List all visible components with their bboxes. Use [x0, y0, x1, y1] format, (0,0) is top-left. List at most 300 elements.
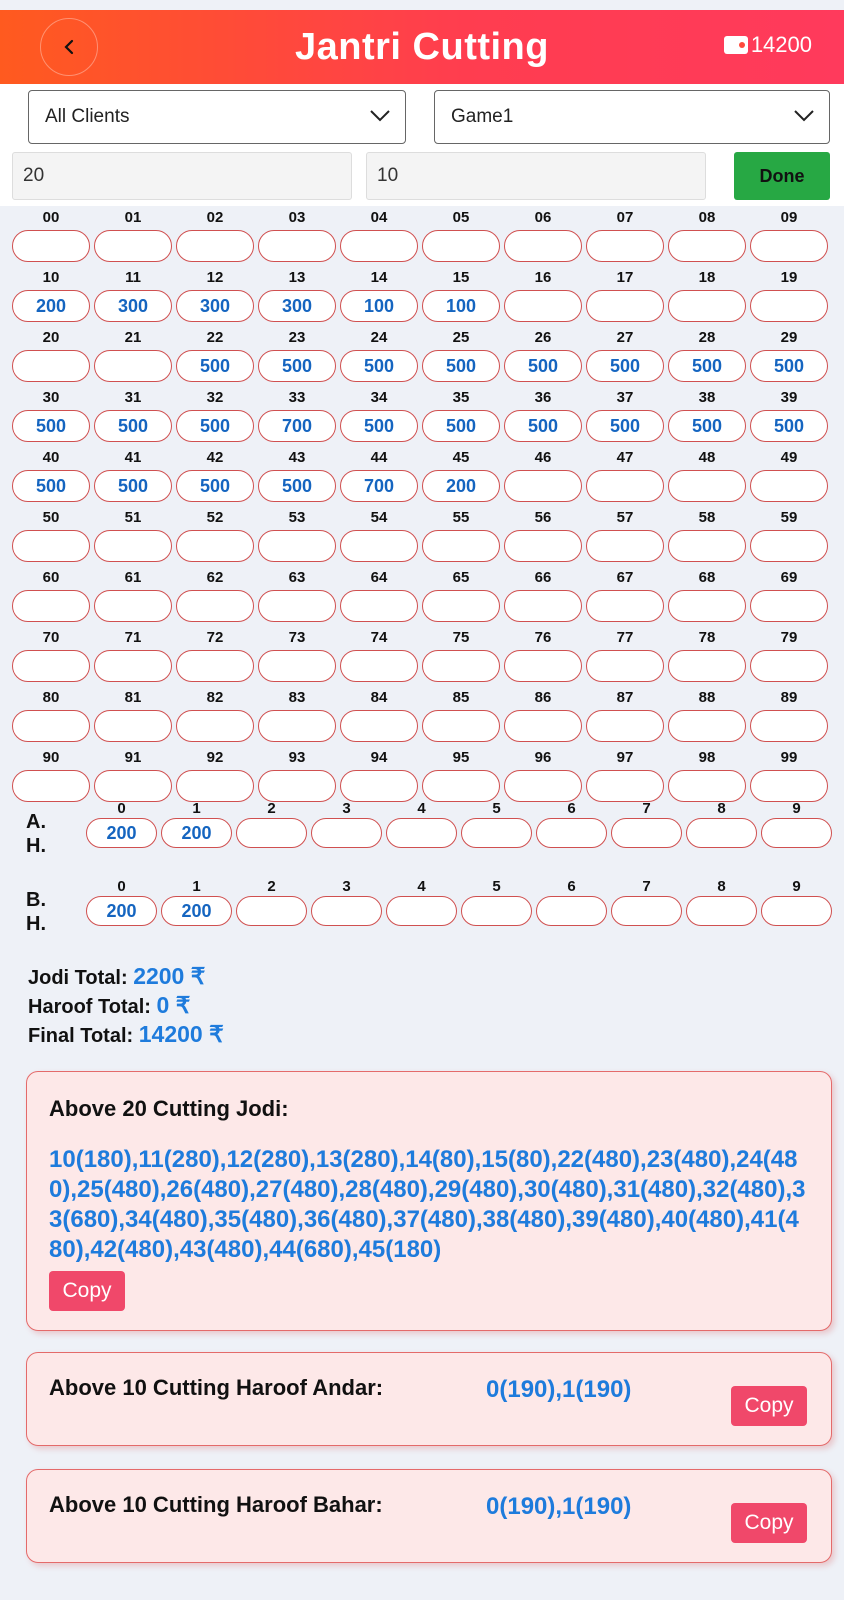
jodi-cell	[504, 688, 582, 744]
jodi-number-label: 83	[288, 689, 306, 706]
bahar-haroof-cell	[761, 878, 832, 926]
jodi-cell	[12, 748, 90, 804]
jodi-amount-input[interactable]	[504, 770, 582, 802]
jodi-number-label: 01	[124, 209, 142, 226]
jodi-number-label: 62	[206, 569, 224, 586]
bahar-haroof-amount-input[interactable]	[611, 896, 682, 926]
jodi-cell	[750, 568, 828, 624]
jodi-amount-input[interactable]	[12, 350, 90, 382]
jodi-cell	[176, 748, 254, 804]
andar-haroof-cell	[536, 800, 607, 848]
jodi-amount-input[interactable]	[258, 230, 336, 262]
jodi-amount-input[interactable]	[668, 770, 746, 802]
jodi-cell	[422, 388, 500, 444]
jodi-amount-input[interactable]	[94, 590, 172, 622]
bahar-haroof-number-label: 5	[492, 878, 501, 895]
jodi-cell	[176, 388, 254, 444]
andar-haroof-amount-input[interactable]	[686, 818, 757, 848]
jodi-cell	[258, 448, 336, 504]
jodi-number-label: 17	[616, 269, 634, 286]
andar-haroof-row	[26, 800, 832, 860]
wallet-icon	[724, 36, 748, 54]
bahar-haroof-amount-input[interactable]	[311, 896, 382, 926]
jodi-amount-input[interactable]	[258, 650, 336, 682]
jodi-amount-input[interactable]	[12, 530, 90, 562]
jodi-cell	[750, 388, 828, 444]
jodi-number-label: 95	[452, 749, 470, 766]
jodi-amount-input[interactable]: 500	[586, 350, 664, 382]
cutting-bahar-title: Above 10 Cutting Haroof Bahar:	[49, 1492, 383, 1517]
haroof-total-value: 0 ₹	[156, 992, 191, 1018]
jodi-cell	[258, 328, 336, 384]
bahar-haroof-cell	[161, 878, 232, 926]
jodi-number-label: 71	[124, 629, 142, 646]
haroof-cutting-input[interactable]	[366, 152, 706, 200]
bahar-haroof-row	[26, 878, 832, 938]
jodi-amount-input[interactable]: 500	[12, 410, 90, 442]
jodi-amount-input[interactable]	[258, 710, 336, 742]
jodi-number-label: 47	[616, 449, 634, 466]
jodi-amount-input[interactable]	[12, 710, 90, 742]
jodi-amount-input[interactable]	[340, 650, 418, 682]
andar-haroof-cell	[461, 800, 532, 848]
jodi-number-label: 22	[206, 329, 224, 346]
jodi-number-label: 77	[616, 629, 634, 646]
jodi-number-label: 97	[616, 749, 634, 766]
jodi-cell	[586, 208, 664, 264]
jodi-amount-input[interactable]	[94, 230, 172, 262]
jodi-number-label: 41	[124, 449, 142, 466]
filter-panel	[0, 84, 844, 206]
jodi-number-label: 02	[206, 209, 224, 226]
jodi-number-label: 08	[698, 209, 716, 226]
andar-haroof-amount-input[interactable]	[386, 818, 457, 848]
jodi-cell	[176, 508, 254, 564]
bahar-haroof-cell	[86, 878, 157, 926]
jodi-cell	[94, 508, 172, 564]
jodi-amount-input[interactable]: 300	[176, 290, 254, 322]
jodi-amount-input[interactable]	[176, 230, 254, 262]
jodi-cell	[340, 628, 418, 684]
jodi-amount-input[interactable]	[94, 530, 172, 562]
jodi-cell	[668, 568, 746, 624]
jodi-amount-input[interactable]	[422, 530, 500, 562]
andar-haroof-number-label: 7	[642, 800, 651, 817]
andar-haroof-cell	[86, 800, 157, 848]
jodi-cell	[12, 328, 90, 384]
jodi-amount-input[interactable]	[586, 230, 664, 262]
andar-haroof-amount-input[interactable]	[536, 818, 607, 848]
jodi-amount-input[interactable]	[750, 590, 828, 622]
jodi-amount-input[interactable]	[176, 710, 254, 742]
jodi-number-label: 49	[780, 449, 798, 466]
jodi-cell	[12, 628, 90, 684]
jodi-number-label: 42	[206, 449, 224, 466]
jodi-number-label: 59	[780, 509, 798, 526]
jodi-amount-input[interactable]	[176, 590, 254, 622]
jodi-cell	[12, 508, 90, 564]
jodi-amount-input[interactable]	[422, 230, 500, 262]
jodi-amount-input[interactable]	[750, 470, 828, 502]
andar-haroof-amount-input[interactable]	[236, 818, 307, 848]
jodi-amount-input[interactable]	[504, 710, 582, 742]
andar-haroof-amount-input[interactable]: 200	[161, 818, 232, 848]
jodi-amount-input[interactable]	[668, 710, 746, 742]
jodi-number-label: 21	[124, 329, 142, 346]
bahar-haroof-amount-input[interactable]	[761, 896, 832, 926]
andar-haroof-grid	[86, 800, 832, 848]
jodi-amount-input[interactable]	[668, 230, 746, 262]
jodi-number-label: 30	[42, 389, 60, 406]
bahar-haroof-amount-input[interactable]	[536, 896, 607, 926]
bahar-haroof-cell	[611, 878, 682, 926]
jodi-amount-input[interactable]: 500	[668, 350, 746, 382]
jodi-cell	[422, 688, 500, 744]
cutting-bahar-text: 0(190),1(190)	[486, 1493, 632, 1520]
jodi-number-label: 13	[288, 269, 306, 286]
jodi-cell	[176, 208, 254, 264]
bahar-haroof-amount-input[interactable]	[686, 896, 757, 926]
jodi-number-label: 89	[780, 689, 798, 706]
client-select[interactable]	[28, 90, 406, 144]
jodi-cell	[586, 568, 664, 624]
jodi-amount-input[interactable]	[94, 710, 172, 742]
bahar-haroof-amount-input[interactable]: 200	[86, 896, 157, 926]
jodi-amount-input[interactable]	[340, 530, 418, 562]
done-button[interactable]: Done	[734, 152, 830, 200]
jodi-number-label: 94	[370, 749, 388, 766]
jodi-cell	[340, 208, 418, 264]
jodi-number-label: 74	[370, 629, 388, 646]
andar-haroof-cell	[161, 800, 232, 848]
jodi-number-label: 45	[452, 449, 470, 466]
cutting-jodi-text: 10(180),11(280),12(280),13(280),14(80),15(80),22(480),23(480),24(480),25(480),26(480),27(480),28(480),29(480),30(480),31(480),32(480),33(680),34(480),35(480),36(480),37(480),38(480),39(480),40(480),41(480),42(480),43(480),44(680),45(180)	[49, 1146, 806, 1263]
jodi-amount-input[interactable]	[340, 590, 418, 622]
jodi-cell	[176, 628, 254, 684]
jodi-number-label: 48	[698, 449, 716, 466]
jodi-number-label: 70	[42, 629, 60, 646]
jodi-amount-input[interactable]	[668, 530, 746, 562]
jodi-cell	[668, 508, 746, 564]
andar-haroof-number-label: 6	[567, 800, 576, 817]
jodi-number-label: 69	[780, 569, 798, 586]
haroof-total	[28, 991, 224, 1020]
jodi-cell	[504, 328, 582, 384]
jodi-amount-input[interactable]	[586, 530, 664, 562]
andar-haroof-number-label: 4	[417, 800, 426, 817]
jodi-amount-input[interactable]: 300	[94, 290, 172, 322]
jodi-number-label: 75	[452, 629, 470, 646]
andar-haroof-amount-input[interactable]	[761, 818, 832, 848]
jodi-number-label: 39	[780, 389, 798, 406]
jodi-amount-input[interactable]	[258, 770, 336, 802]
jodi-cutting-value: 20	[23, 165, 45, 186]
jodi-amount-input[interactable]	[176, 530, 254, 562]
chevron-down-icon	[793, 109, 815, 123]
jodi-number-label: 26	[534, 329, 552, 346]
jodi-number-label: 10	[42, 269, 60, 286]
jodi-amount-input[interactable]: 500	[94, 410, 172, 442]
jodi-amount-input[interactable]: 200	[422, 470, 500, 502]
jodi-amount-input[interactable]	[504, 230, 582, 262]
jodi-amount-input[interactable]	[422, 590, 500, 622]
jodi-amount-input[interactable]	[586, 590, 664, 622]
jodi-number-label: 73	[288, 629, 306, 646]
jodi-amount-input[interactable]: 100	[422, 290, 500, 322]
jodi-number-label: 00	[42, 209, 60, 226]
jodi-amount-input[interactable]	[586, 470, 664, 502]
jodi-amount-input[interactable]	[504, 650, 582, 682]
jodi-amount-input[interactable]	[586, 290, 664, 322]
jodi-amount-input[interactable]	[750, 530, 828, 562]
jodi-cell	[340, 688, 418, 744]
jodi-cell	[422, 568, 500, 624]
jodi-cell	[12, 208, 90, 264]
jodi-amount-input[interactable]: 500	[340, 410, 418, 442]
jodi-cell	[340, 748, 418, 804]
jodi-amount-input[interactable]: 200	[12, 290, 90, 322]
jodi-number-label: 52	[206, 509, 224, 526]
jodi-cell	[750, 628, 828, 684]
jodi-cell	[668, 628, 746, 684]
bahar-haroof-number-label: 2	[267, 878, 276, 895]
jodi-amount-input[interactable]	[504, 290, 582, 322]
jodi-number-label: 06	[534, 209, 552, 226]
jodi-amount-input[interactable]: 500	[586, 410, 664, 442]
final-total-label: Final Total:	[28, 1025, 134, 1047]
jodi-amount-input[interactable]	[340, 230, 418, 262]
copy-andar-button[interactable]: Copy	[731, 1386, 807, 1426]
bahar-haroof-cell	[536, 878, 607, 926]
jodi-amount-input[interactable]	[176, 650, 254, 682]
jodi-cell	[258, 628, 336, 684]
cutting-bahar-card	[26, 1469, 832, 1563]
wallet-amount: 14200	[750, 32, 812, 57]
andar-haroof-label: A. H.	[26, 811, 46, 857]
jodi-amount-input[interactable]	[12, 770, 90, 802]
page-title: Jantri Cutting	[295, 25, 549, 68]
jodi-number-label: 79	[780, 629, 798, 646]
jodi-number-label: 54	[370, 509, 388, 526]
jodi-cell	[504, 748, 582, 804]
haroof-cutting-value: 10	[377, 165, 399, 186]
jodi-number-label: 14	[370, 269, 388, 286]
andar-haroof-amount-input[interactable]	[461, 818, 532, 848]
jodi-amount-input[interactable]	[258, 590, 336, 622]
copy-bahar-button[interactable]: Copy	[731, 1503, 807, 1543]
jodi-amount-input[interactable]: 500	[422, 350, 500, 382]
jodi-amount-input[interactable]	[94, 770, 172, 802]
jodi-amount-input[interactable]: 500	[422, 410, 500, 442]
jodi-cell	[586, 448, 664, 504]
jodi-cell	[94, 568, 172, 624]
bahar-haroof-amount-input[interactable]	[236, 896, 307, 926]
jodi-amount-input[interactable]: 500	[12, 470, 90, 502]
andar-haroof-amount-input[interactable]	[311, 818, 382, 848]
andar-haroof-amount-input[interactable]	[611, 818, 682, 848]
andar-haroof-number-label: 8	[717, 800, 726, 817]
cutting-andar-text: 0(190),1(190)	[486, 1376, 632, 1403]
jodi-cell	[668, 208, 746, 264]
jodi-number-label: 50	[42, 509, 60, 526]
jodi-number-label: 12	[206, 269, 224, 286]
bahar-haroof-amount-input[interactable]	[461, 896, 532, 926]
jodi-cell	[94, 688, 172, 744]
jodi-amount-input[interactable]	[12, 230, 90, 262]
jodi-cell	[586, 748, 664, 804]
jodi-cell	[422, 208, 500, 264]
jodi-amount-input[interactable]: 700	[258, 410, 336, 442]
bahar-haroof-amount-input[interactable]: 200	[161, 896, 232, 926]
copy-jodi-button[interactable]: Copy	[49, 1271, 125, 1311]
back-button[interactable]	[40, 18, 98, 76]
jodi-amount-input[interactable]	[668, 590, 746, 622]
jodi-number-label: 64	[370, 569, 388, 586]
jodi-amount-input[interactable]	[422, 650, 500, 682]
final-total-value: 14200 ₹	[138, 1021, 224, 1047]
jodi-amount-input[interactable]	[668, 470, 746, 502]
jodi-cell	[258, 508, 336, 564]
jodi-number-label: 66	[534, 569, 552, 586]
jodi-cell	[750, 748, 828, 804]
bahar-haroof-number-label: 4	[417, 878, 426, 895]
jodi-amount-input[interactable]: 500	[504, 350, 582, 382]
jodi-number-label: 78	[698, 629, 716, 646]
jodi-number-label: 57	[616, 509, 634, 526]
jodi-amount-input[interactable]	[504, 470, 582, 502]
jodi-cell	[504, 268, 582, 324]
jodi-amount-input[interactable]	[94, 350, 172, 382]
andar-haroof-cell	[611, 800, 682, 848]
jodi-amount-input[interactable]: 500	[258, 470, 336, 502]
andar-haroof-number-label: 3	[342, 800, 351, 817]
bahar-haroof-grid	[86, 878, 832, 926]
jodi-amount-input[interactable]: 500	[176, 470, 254, 502]
jodi-cell	[668, 748, 746, 804]
haroof-total-label: Haroof Total:	[28, 996, 151, 1018]
jodi-number-label: 61	[124, 569, 142, 586]
bahar-haroof-amount-input[interactable]	[386, 896, 457, 926]
jodi-amount-input[interactable]	[668, 650, 746, 682]
jodi-amount-input[interactable]	[750, 290, 828, 322]
jodi-cell	[94, 208, 172, 264]
jodi-number-label: 16	[534, 269, 552, 286]
cutting-jodi-title: Above 20 Cutting Jodi:	[49, 1096, 289, 1121]
jodi-amount-input[interactable]: 300	[258, 290, 336, 322]
jodi-amount-input[interactable]: 500	[258, 350, 336, 382]
jodi-amount-input[interactable]	[176, 770, 254, 802]
jodi-cell	[12, 688, 90, 744]
bahar-haroof-cell	[236, 878, 307, 926]
bahar-haroof-label: B. H.	[26, 889, 46, 935]
jodi-number-label: 19	[780, 269, 798, 286]
andar-haroof-cell	[311, 800, 382, 848]
cutting-jodi-card	[26, 1071, 832, 1331]
jodi-amount-input[interactable]	[340, 770, 418, 802]
bahar-haroof-cell	[386, 878, 457, 926]
bahar-haroof-number-label: 9	[792, 878, 801, 895]
jodi-amount-input[interactable]	[504, 590, 582, 622]
jodi-amount-input[interactable]: 500	[94, 470, 172, 502]
andar-haroof-number-label: 1	[192, 800, 201, 817]
jodi-amount-input[interactable]	[12, 590, 90, 622]
jodi-amount-input[interactable]: 100	[340, 290, 418, 322]
jodi-cutting-input[interactable]	[12, 152, 352, 200]
jodi-amount-input[interactable]: 500	[176, 410, 254, 442]
jodi-cell	[750, 508, 828, 564]
jodi-cell	[176, 448, 254, 504]
jodi-amount-input[interactable]	[586, 650, 664, 682]
jodi-amount-input[interactable]	[340, 710, 418, 742]
jodi-cell	[586, 268, 664, 324]
bahar-haroof-number-label: 8	[717, 878, 726, 895]
andar-haroof-amount-input[interactable]: 200	[86, 818, 157, 848]
jodi-amount-input[interactable]: 500	[504, 410, 582, 442]
bahar-haroof-number-label: 3	[342, 878, 351, 895]
jodi-amount-input[interactable]	[586, 770, 664, 802]
jodi-number-label: 72	[206, 629, 224, 646]
jodi-number-label: 88	[698, 689, 716, 706]
jodi-number-label: 65	[452, 569, 470, 586]
jodi-amount-input[interactable]	[750, 650, 828, 682]
jodi-amount-input[interactable]: 500	[750, 410, 828, 442]
jodi-number-label: 82	[206, 689, 224, 706]
jodi-number-label: 05	[452, 209, 470, 226]
jodi-number-label: 67	[616, 569, 634, 586]
jodi-amount-input[interactable]	[750, 230, 828, 262]
jodi-amount-input[interactable]: 500	[340, 350, 418, 382]
jodi-amount-input[interactable]: 500	[176, 350, 254, 382]
jodi-cell	[340, 388, 418, 444]
jodi-number-label: 07	[616, 209, 634, 226]
jodi-amount-input[interactable]	[586, 710, 664, 742]
jodi-number-label: 51	[124, 509, 142, 526]
jodi-amount-input[interactable]	[668, 290, 746, 322]
jodi-amount-input[interactable]	[504, 530, 582, 562]
jodi-number-label: 98	[698, 749, 716, 766]
jodi-amount-input[interactable]	[12, 650, 90, 682]
jodi-amount-input[interactable]: 500	[668, 410, 746, 442]
jodi-cell	[586, 628, 664, 684]
jodi-cell	[94, 388, 172, 444]
jodi-number-label: 86	[534, 689, 552, 706]
jodi-amount-input[interactable]	[422, 710, 500, 742]
jodi-cell	[668, 388, 746, 444]
jodi-amount-input[interactable]	[750, 710, 828, 742]
jodi-cell	[504, 508, 582, 564]
jodi-amount-input[interactable]	[750, 770, 828, 802]
jodi-number-label: 11	[125, 269, 141, 286]
game-select[interactable]	[434, 90, 830, 144]
jodi-cell	[176, 568, 254, 624]
jodi-number-label: 53	[288, 509, 306, 526]
jodi-cell	[340, 448, 418, 504]
jodi-number-label: 23	[288, 329, 306, 346]
jodi-amount-input[interactable]	[94, 650, 172, 682]
bahar-haroof-number-label: 0	[117, 878, 126, 895]
bahar-haroof-number-label: 1	[192, 878, 201, 895]
jodi-number-label: 87	[616, 689, 634, 706]
jodi-cell	[422, 748, 500, 804]
jodi-cell	[258, 268, 336, 324]
wallet-balance[interactable]	[724, 32, 812, 58]
jodi-amount-input[interactable]: 700	[340, 470, 418, 502]
jodi-cell	[504, 568, 582, 624]
jodi-amount-input[interactable]: 500	[750, 350, 828, 382]
jodi-total-value: 2200 ₹	[133, 963, 206, 989]
jodi-amount-input[interactable]	[422, 770, 500, 802]
jodi-amount-input[interactable]	[258, 530, 336, 562]
